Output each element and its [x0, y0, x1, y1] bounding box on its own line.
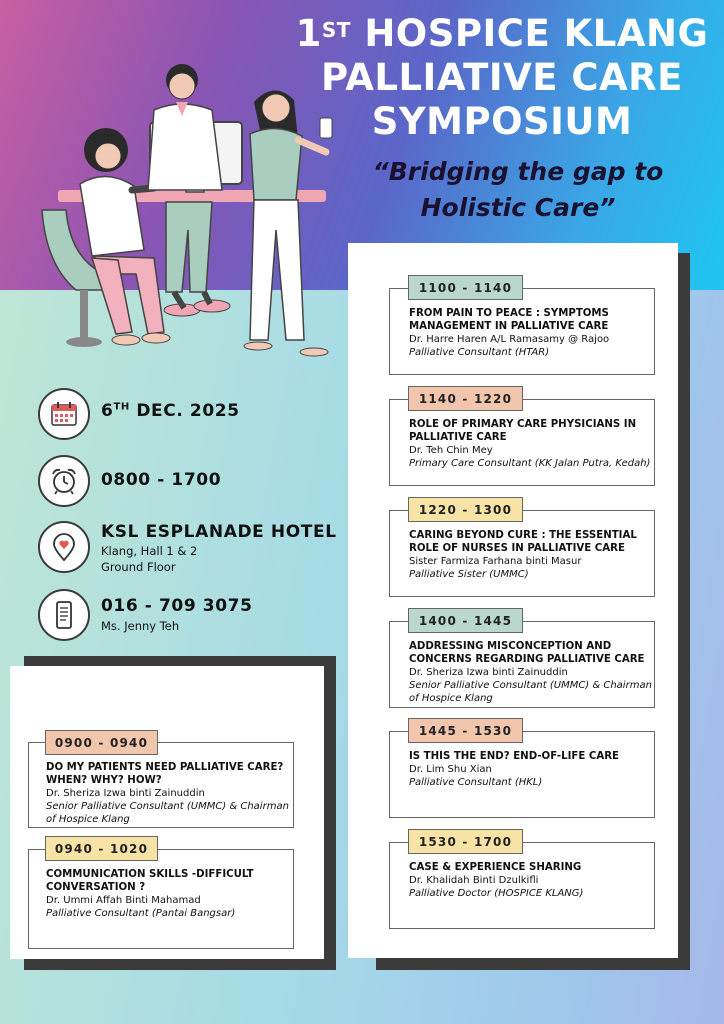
session-speaker: Sister Farmiza Farhana binti Masur	[409, 556, 582, 567]
session-speaker: Dr. Sheriza Izwa binti Zainuddin	[409, 667, 568, 678]
session-title: COMMUNICATION SKILLS -DIFFICULT CONVERSATION ?	[46, 869, 254, 893]
session-title: ROLE OF PRIMARY CARE PHYSICIANS IN PALLIATIVE CARE	[409, 419, 637, 443]
session-title: CASE & EXPERIENCE SHARING	[409, 862, 582, 873]
session-speaker-role: Primary Care Consultant (KK Jalan Putra, Kedah)	[409, 458, 651, 469]
session-slot	[389, 621, 655, 708]
team-illustration	[36, 60, 348, 370]
venue-name: KSL ESPLANADE HOTEL	[101, 522, 337, 542]
location-pin-icon	[38, 521, 90, 573]
session-speaker-role: Palliative Sister (UMMC)	[409, 569, 529, 580]
calendar-icon	[38, 388, 90, 440]
contact-person: Ms. Jenny Teh	[101, 619, 180, 633]
event-title: 1ST HOSPICE KLANG PALLIATIVE CARE SYMPOSIUM	[295, 12, 709, 143]
session-time: 1220 - 1300	[408, 497, 523, 522]
event-tagline: “Bridging the gap to Holistic Care”	[372, 157, 664, 222]
alarm-clock-icon	[38, 455, 90, 507]
session-title: CARING BEYOND CURE : THE ESSENTIAL ROLE OF NURSES IN PALLIATIVE CARE	[409, 530, 637, 554]
session-title: ADDRESSING MISCONCEPTION AND CONCERNS REGARDING PALLIATIVE CARE	[409, 641, 645, 665]
session-slot	[389, 288, 655, 375]
event-time: 0800 - 1700	[101, 470, 222, 490]
session-time: 0900 - 0940	[45, 730, 158, 755]
session-time: 1530 - 1700	[408, 829, 523, 854]
session-speaker-role: Palliative Doctor (HOSPICE KLANG)	[409, 888, 584, 899]
session-time: 0940 - 1020	[45, 836, 158, 861]
session-time: 1400 - 1445	[408, 608, 523, 633]
session-slot	[28, 849, 294, 949]
session-slot	[389, 842, 655, 929]
session-slot	[389, 731, 655, 818]
session-speaker: Dr. Sheriza Izwa binti Zainuddin	[46, 788, 205, 799]
session-speaker: Dr. Khalidah Binti Dzulkifli	[409, 875, 539, 886]
session-slot	[389, 399, 655, 486]
venue-address: Klang, Hall 1 & 2	[101, 544, 198, 558]
session-time: 1100 - 1140	[408, 275, 523, 300]
session-title: DO MY PATIENTS NEED PALLIATIVE CARE? WHEN? WHY? HOW?	[46, 762, 284, 786]
event-date: 6TH DEC. 2025	[101, 401, 240, 421]
session-speaker-role: Senior Palliative Consultant (UMMC) & Chairman of Hospice Klang	[46, 801, 289, 825]
session-speaker: Dr. Lim Shu Xian	[409, 764, 492, 775]
session-speaker-role: Senior Palliative Consultant (UMMC) & Chairman of Hospice Klang	[409, 680, 652, 704]
venue-floor: Ground Floor	[101, 560, 176, 574]
session-title: FROM PAIN TO PEACE : SYMPTOMS MANAGEMENT IN PALLIATIVE CARE	[409, 308, 609, 332]
session-title: IS THIS THE END? END-OF-LIFE CARE	[409, 751, 620, 762]
session-speaker-role: Palliative Consultant (HTAR)	[409, 347, 550, 358]
session-speaker: Dr. Teh Chin Mey	[409, 445, 493, 456]
session-speaker: Dr. Harre Haren A/L Ramasamy @ Rajoo	[409, 334, 610, 345]
session-speaker-role: Palliative Consultant (HKL)	[409, 777, 543, 788]
session-speaker-role: Palliative Consultant (Pantai Bangsar)	[46, 908, 236, 919]
contact-phone[interactable]: 016 - 709 3075	[101, 596, 253, 616]
session-slot	[389, 510, 655, 597]
session-time: 1445 - 1530	[408, 718, 523, 743]
session-time: 1140 - 1220	[408, 386, 523, 411]
mobile-phone-icon	[38, 589, 90, 641]
session-speaker: Dr. Ummi Affah Binti Mahamad	[46, 895, 201, 906]
